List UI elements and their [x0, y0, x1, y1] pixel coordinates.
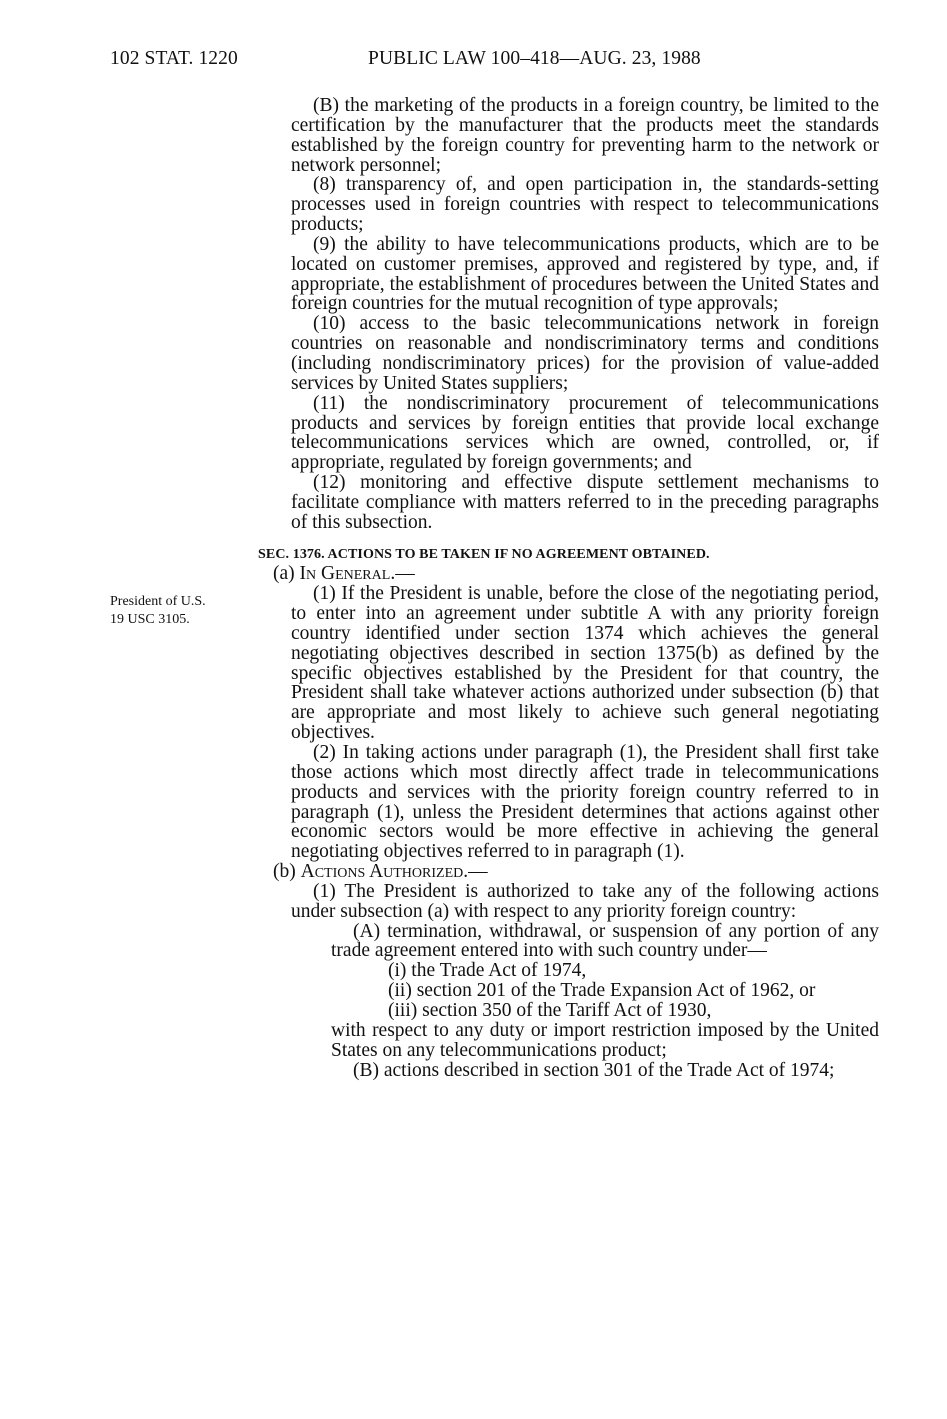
- paragraph-a2: (2) In taking actions under paragraph (1), the President shall first take those actions which most directly affect trade in telecommunications products and services with the priority foreign country referred to in paragraph (1), unless the President determines that actions against other economic sectors would be more effective in achieving the general negotiating objectives referred to in paragraph (1).: [291, 742, 879, 863]
- paragraph-a1: (1) If the President is unable, before the close of the negotiating period, to enter into an agreement under subtitle A with any priority foreign country identified under section 1374 which achieves the general negotiating objectives described in section 1375(b) as defined by the specific objectives established by the President for that country, the President shall take whatever actions authorized under subsection (b) that are appropriate and most likely to achieve such general negotiating objectives.: [291, 583, 879, 744]
- margin-note-usc: 19 USC 3105.: [110, 612, 190, 627]
- margin-note-president: President of U.S.: [110, 594, 206, 609]
- subsection-b-dash: .—: [463, 861, 488, 883]
- clause-b1-A-ii: (ii) section 201 of the Trade Expansion Act of 1962, or: [388, 980, 816, 1002]
- subsection-a-title: In General: [299, 563, 391, 585]
- page-stat-number: 102 STAT. 1220: [110, 48, 238, 69]
- paragraph-b1-A: (A) termination, withdrawal, or suspension of any portion of any trade agreement entered into with such country under—: [331, 920, 879, 962]
- paragraph-7b: (B) the marketing of the products in a foreign country, be limited to the certification by the manufacturer that the products meet the standards established by the foreign country for preventing harm to the network or network personnel;: [291, 95, 879, 176]
- subsection-a-heading: [273, 564, 879, 584]
- subsection-a-dash: .—: [390, 563, 415, 585]
- clause-b1-A-iii: (iii) section 350 of the Tariff Act of 1930,: [388, 999, 712, 1021]
- section-heading: SEC. 1376. ACTIONS TO BE TAKEN IF NO AGREEMENT OBTAINED.: [258, 546, 710, 562]
- statute-body: [258, 95, 879, 1081]
- subsection-a-number: (a): [273, 563, 300, 585]
- page-header-title: PUBLIC LAW 100–418—AUG. 23, 1988: [368, 48, 701, 69]
- paragraph-9: (9) the ability to have telecommunications products, which are to be located on customer premises, approved and registered by type, and, if appropriate, the establishment of procedures between the United States and foreign countries for the mutual recognition of type approvals;: [291, 233, 879, 315]
- paragraph-b1-B: (B) actions described in section 301 of the Trade Act of 1974;: [353, 1059, 835, 1081]
- paragraph-10: (10) access to the basic telecommunications network in foreign countries on reasonable and nondiscriminatory terms and conditions (including nondiscriminatory prices) for the provision of value-added services by United States suppliers;: [291, 313, 879, 394]
- paragraph-11: (11) the nondiscriminatory procurement of telecommunications products and services by foreign entities that provide local exchange telecommunications services which are owned, controlled, or, if appropriate, regulated by foreign governments; and: [291, 392, 879, 474]
- paragraph-8: (8) transparency of, and open participation in, the standards-setting processes used in foreign countries with respect to telecommunications products;: [291, 174, 879, 236]
- subsection-b-number: (b): [273, 861, 301, 883]
- paragraph-12: (12) monitoring and effective dispute settlement mechanisms to facilitate compliance with matters referred to in the preceding paragraphs of this subsection.: [291, 472, 879, 533]
- paragraph-b1-A-tail: with respect to any duty or import restriction imposed by the United States on any telecommunications product;: [331, 1019, 879, 1061]
- subsection-b-title: Actions Authorized: [300, 861, 464, 883]
- paragraph-b1: (1) The President is authorized to take any of the following actions under subsection (a) with respect to any priority foreign country:: [291, 880, 879, 922]
- clause-b1-A-i: (i) the Trade Act of 1974,: [388, 960, 587, 982]
- subsection-b-heading: [273, 862, 879, 882]
